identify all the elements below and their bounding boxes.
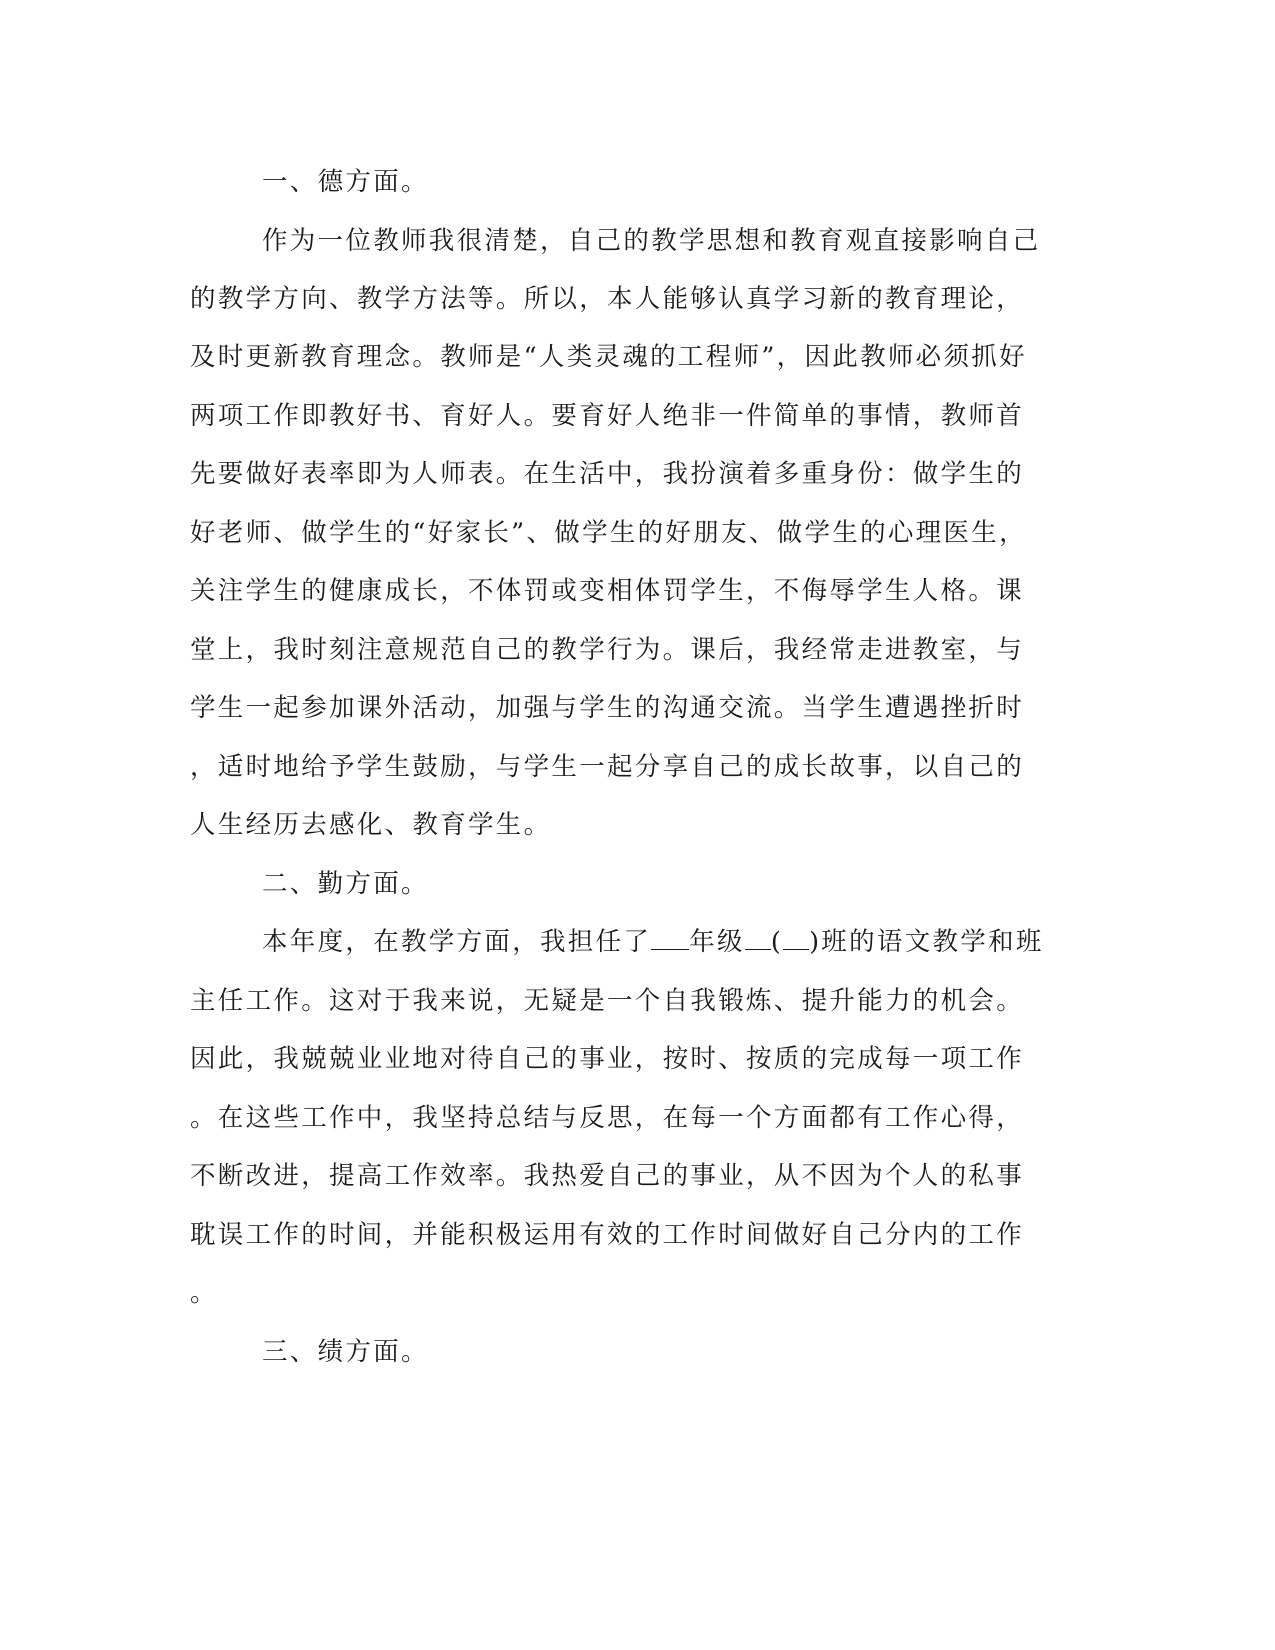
class-number-blank (783, 927, 809, 950)
grade-blank (651, 927, 689, 950)
paragraph-line: 堂上，我时刻注意规范自己的教学行为。课后，我经常走进教室，与 (190, 635, 1025, 665)
paragraph-line: 。在这些工作中，我坚持总结与反思，在每一个方面都有工作心得， (190, 1103, 1025, 1133)
paragraph-line: 主任工作。这对于我来说，无疑是一个自我锻炼、提升能力的机会。 (190, 986, 1025, 1016)
paragraph-line: 不断改进，提高工作效率。我热爱自己的事业，从不因为个人的私事 (190, 1161, 1025, 1191)
paragraph-line: 耽误工作的时间，并能积极运用有效的工作时间做好自己分内的工作 (190, 1220, 1025, 1250)
paragraph-line: 两项工作即教好书、育好人。要育好人绝非一件简单的事情，教师首 (190, 401, 1025, 431)
paragraph-line: 好老师、做学生的“好家长”、做学生的好朋友、做学生的心理医生， (190, 518, 1027, 548)
text-segment: )班的语文教学和班 (809, 927, 1044, 957)
text-segment: 本年度，在教学方面，我担任了 (262, 927, 652, 957)
paragraph-line: 关注学生的健康成长，不体罚或变相体罚学生，不侮辱学生人格。课 (190, 576, 1025, 606)
paragraph-line: 人生经历去感化、教育学生。 (190, 810, 552, 840)
paragraph-line: 学生一起参加课外活动，加强与学生的沟通交流。当学生遭遇挫折时 (190, 693, 1025, 723)
paragraph-line-with-blanks (262, 927, 1152, 957)
section-heading-ji: 三、绩方面。 (262, 1337, 429, 1367)
text-segment: 年级 (689, 927, 745, 957)
class-blank (745, 927, 771, 950)
section-heading-qin: 二、勤方面。 (262, 869, 429, 899)
paragraph-line: 先要做好表率即为人师表。在生活中，我扮演着多重身份：做学生的 (190, 459, 1025, 489)
paragraph-line: 。 (190, 1278, 218, 1308)
paragraph-line: ，适时地给予学生鼓励，与学生一起分享自己的成长故事，以自己的 (190, 752, 1025, 782)
paragraph-line: 及时更新教育理念。教师是“人类灵魂的工程师”，因此教师必须抓好 (190, 342, 1027, 372)
paragraph-line: 因此，我兢兢业业地对待自己的事业，按时、按质的完成每一项工作 (190, 1044, 1025, 1074)
text-segment: ( (770, 927, 784, 957)
section-heading-de: 一、德方面。 (262, 167, 429, 197)
paragraph-line: 作为一位教师我很清楚，自己的教学思想和教育观直接影响自己 (262, 226, 1041, 256)
paragraph-line: 的教学方向、教学方法等。所以，本人能够认真学习新的教育理论， (190, 284, 1025, 314)
